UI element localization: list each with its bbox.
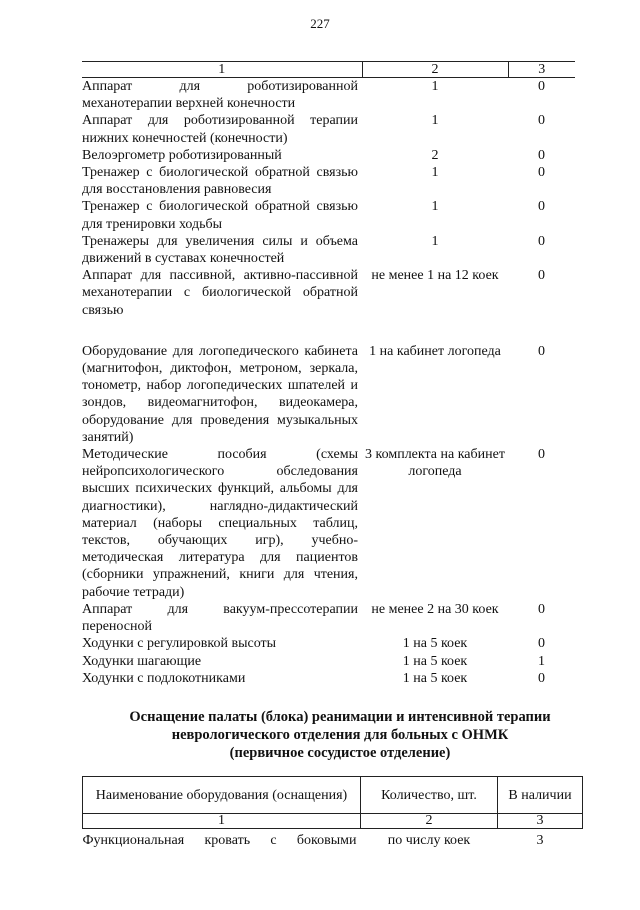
equipment-name: Велоэргометр роботизированный [82, 147, 282, 163]
equipment-name: Ходунки шагающие [82, 653, 202, 669]
equipment-available: 1 [538, 653, 545, 669]
equipment-available: 0 [538, 165, 545, 181]
equipment-quantity: не менее 1 на 12 коек [371, 268, 499, 284]
equipment-available: 0 [538, 670, 545, 686]
column-header: Количество, шт. [361, 777, 498, 814]
column-number: 1 [83, 814, 361, 829]
equipment-quantity: 3 комплекта на кабинет логопеда [365, 447, 505, 480]
equipment-name: Методические пособия (схемы нейропсихологического обследования высших психических функций, альбомы для диагностики), наглядно-дидактический материал (наборы специальных таблиц, текстов, обучающих игр), учебно-методическая литература для пациентов (сборники упражнений, книги для чтения, рабочие тетради) [82, 447, 358, 600]
equipment-name: Тренажер с биологической обратной связью для восстановления равновесия [82, 165, 358, 198]
equipment-quantity: не менее 2 на 30 коек [371, 601, 499, 617]
equipment-available: 3 [536, 833, 544, 848]
column-header: В наличии [498, 777, 583, 814]
equipment-name: Аппарат для пассивной, активно-пассивной механотерапии с биологической обратной связью [82, 268, 358, 318]
equipment-available: 0 [538, 147, 545, 163]
column-number: 3 [498, 814, 583, 829]
equipment-name: Тренажеры для увеличения силы и объема движений в суставах конечностей [82, 233, 358, 267]
equipment-table [82, 61, 575, 687]
equipment-name: Аппарат для роботизированной терапии нижних конечностей (конечности) [82, 113, 358, 146]
table-row [82, 635, 575, 652]
equipment-quantity: 1 [431, 199, 439, 215]
equipment-available: 0 [538, 636, 545, 652]
icu-equipment-table [82, 776, 583, 849]
column-number: 3 [508, 62, 575, 78]
column-number: 1 [82, 62, 362, 78]
column-header: Наименование оборудования (оснащения) [83, 777, 361, 814]
column-number-row [83, 814, 583, 829]
table-row [83, 829, 583, 850]
equipment-quantity: по числу коек [387, 833, 471, 848]
section-heading-line: неврологического отделения для больных с ОНМК [171, 727, 509, 743]
equipment-quantity: 1 [431, 233, 439, 249]
equipment-available: 0 [538, 268, 545, 284]
equipment-quantity: 2 [431, 147, 439, 163]
table-row [82, 267, 575, 319]
equipment-available: 0 [538, 79, 545, 94]
equipment-available: 0 [538, 233, 545, 249]
equipment-quantity: 1 [431, 165, 439, 181]
equipment-name: Аппарат для роботизированной механотерапии верхней конечности [82, 79, 358, 112]
table-row [82, 147, 575, 164]
equipment-quantity: 1 [431, 113, 439, 129]
equipment-available: 0 [538, 447, 545, 463]
section-heading [90, 708, 590, 762]
table-row [82, 670, 575, 687]
header-row [83, 777, 583, 814]
table-row [82, 233, 575, 267]
table-row [82, 198, 575, 232]
column-number-row [82, 62, 575, 78]
table-row [82, 112, 575, 146]
table-row [82, 78, 575, 113]
column-number: 2 [362, 62, 508, 78]
equipment-quantity: 1 на 5 коек [402, 653, 468, 669]
section-heading-line: (первичное сосудистое отделение) [229, 745, 451, 761]
equipment-name: Ходунки с регулировкой высоты [82, 636, 277, 652]
table-row [82, 601, 575, 635]
equipment-name: Функциональная кровать с боковыми [82, 833, 357, 848]
equipment-quantity: 1 на кабинет логопеда [369, 343, 501, 359]
equipment-available: 0 [538, 199, 545, 215]
equipment-name: Ходунки с подлокотниками [82, 670, 246, 686]
spacer-row [82, 319, 575, 343]
page-number: 227 [310, 16, 330, 31]
equipment-quantity: 1 [431, 79, 439, 94]
equipment-quantity: 1 на 5 коек [402, 670, 468, 686]
equipment-available: 0 [538, 601, 545, 617]
table-row [82, 653, 575, 670]
equipment-name: Аппарат для вакуум-прессотерапии переносной [82, 601, 358, 635]
equipment-available: 0 [538, 343, 545, 359]
table-row [82, 343, 575, 446]
equipment-name: Тренажер с биологической обратной связью для тренировки ходьбы [82, 199, 358, 232]
equipment-name: Оборудование для логопедического кабинета (магнитофон, диктофон, метроном, зеркала, тонометр, набор логопедических шпателей и зондов, видеомагнитофон, видеокамера, оборудование для проведения музыкальных занятий) [82, 343, 358, 445]
table-row [82, 446, 575, 601]
column-number: 2 [361, 814, 498, 829]
section-heading-line: Оснащение палаты (блока) реанимации и интенсивной терапии [129, 709, 551, 725]
equipment-available: 0 [538, 113, 545, 129]
table-row [82, 164, 575, 198]
equipment-quantity: 1 на 5 коек [402, 636, 468, 652]
